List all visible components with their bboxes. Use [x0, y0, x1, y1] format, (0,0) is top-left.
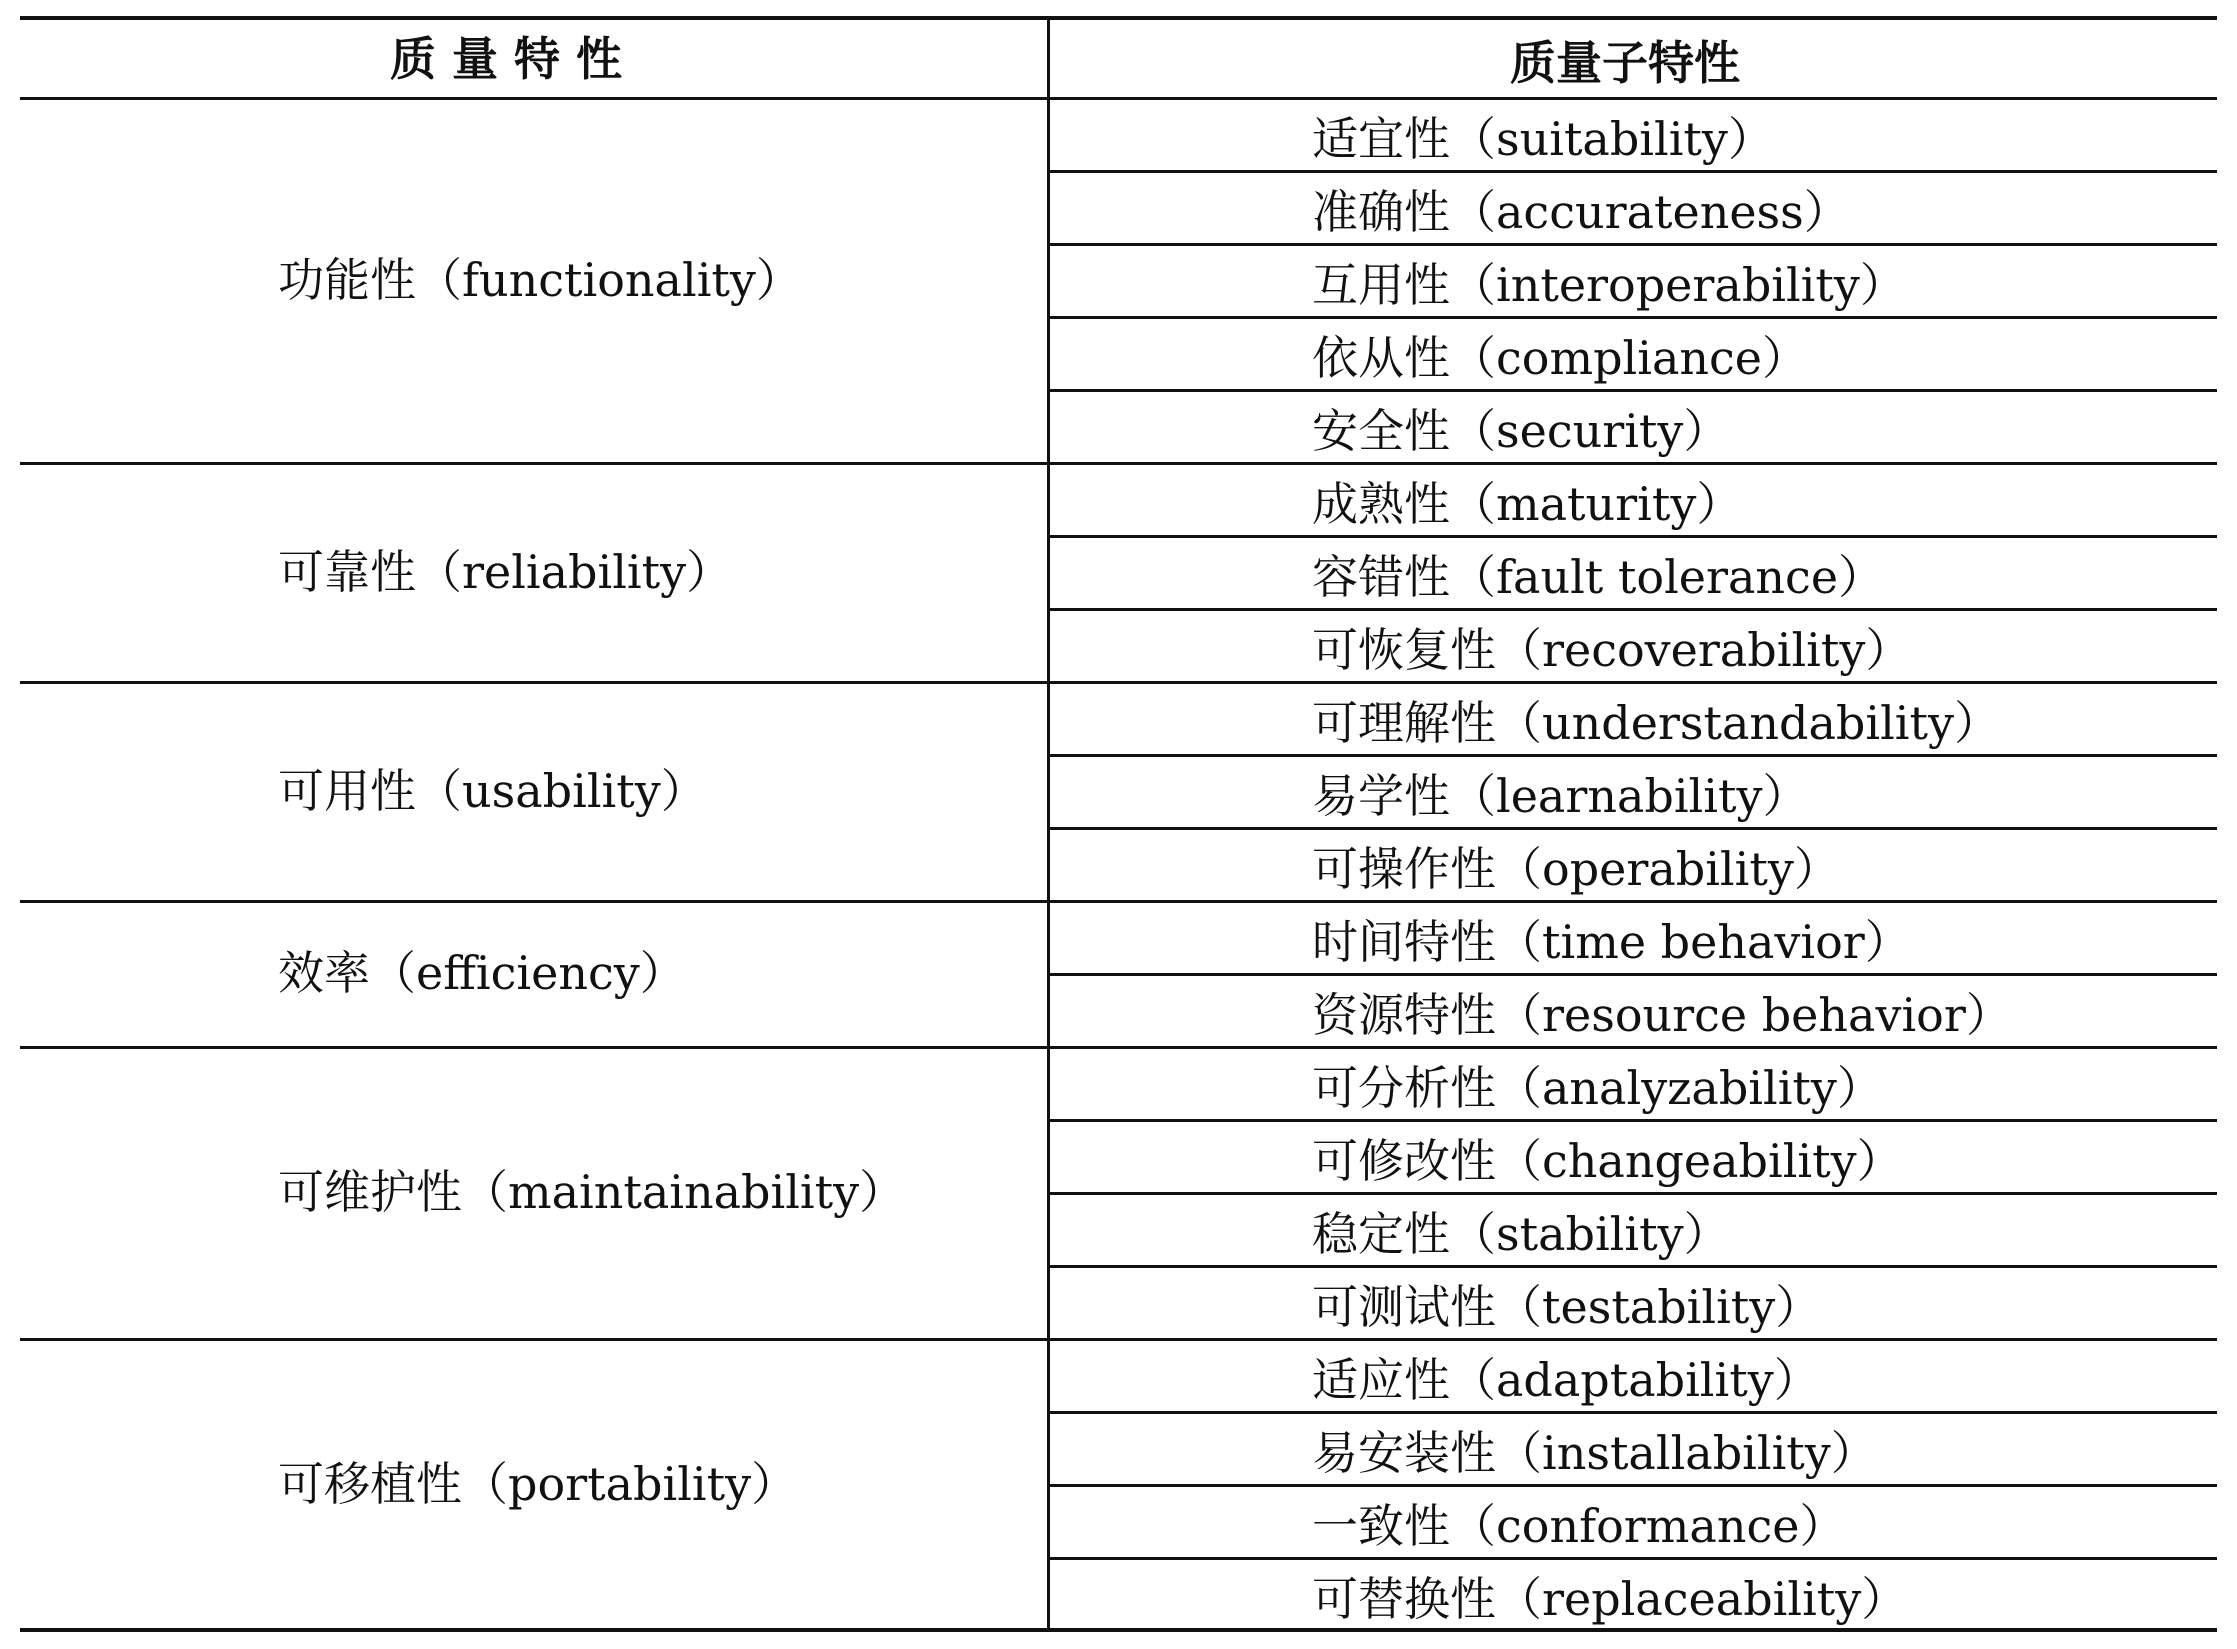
row-divider [1047, 608, 2217, 611]
characteristic-cell: 效率（efficiency） [278, 946, 686, 1000]
row-divider [1047, 1265, 2217, 1268]
subcharacteristic-cell: 易学性（learnability） [1312, 769, 1809, 823]
subcharacteristic-cell: 适宜性（suitability） [1312, 112, 1774, 166]
row-divider [1047, 827, 2217, 830]
table-top-rule [20, 16, 2217, 20]
subcharacteristic-cell: 准确性（accurateness） [1312, 185, 1850, 239]
subcharacteristic-cell: 时间特性（time behavior） [1312, 915, 1911, 969]
subcharacteristic-cell: 可替换性（replaceability） [1312, 1572, 1908, 1626]
characteristic-cell: 功能性（functionality） [278, 252, 802, 307]
subcharacteristic-cell: 可恢复性（recoverability） [1312, 623, 1912, 677]
subcharacteristic-cell: 安全性（security） [1312, 404, 1730, 458]
subcharacteristic-cell: 资源特性（resource behavior） [1312, 988, 2012, 1042]
characteristic-cell: 可维护性（maintainability） [278, 1165, 906, 1219]
subcharacteristic-cell: 可分析性（analyzability） [1312, 1061, 1883, 1115]
row-divider [1047, 170, 2217, 173]
subcharacteristic-cell: 依从性（compliance） [1312, 331, 1808, 385]
group-divider [20, 462, 2217, 465]
header-quality-characteristic: 质 量 特 性 [390, 32, 623, 86]
subcharacteristic-cell: 一致性（conformance） [1312, 1499, 1846, 1553]
row-divider [1047, 1192, 2217, 1195]
header-bottom-rule [20, 97, 2217, 100]
subcharacteristic-cell: 适应性（adaptability） [1312, 1353, 1820, 1407]
group-divider [20, 900, 2217, 903]
subcharacteristic-cell: 可测试性（testability） [1312, 1280, 1822, 1334]
characteristic-cell: 可靠性（reliability） [278, 544, 733, 599]
group-divider [20, 1338, 2217, 1341]
subcharacteristic-cell: 成熟性（maturity） [1312, 477, 1743, 531]
row-divider [1047, 754, 2217, 757]
subcharacteristic-cell: 可操作性（operability） [1312, 842, 1840, 896]
subcharacteristic-cell: 互用性（interoperability） [1312, 258, 1906, 312]
row-divider [1047, 316, 2217, 319]
row-divider [1047, 973, 2217, 976]
subcharacteristic-cell: 可理解性（understandability） [1312, 696, 2000, 750]
row-divider [1047, 1484, 2217, 1487]
subcharacteristic-cell: 可修改性（changeability） [1312, 1134, 1903, 1188]
row-divider [1047, 389, 2217, 392]
subcharacteristic-cell: 稳定性（stability） [1312, 1207, 1730, 1261]
row-divider [1047, 1411, 2217, 1414]
row-divider [1047, 1557, 2217, 1560]
column-divider [1047, 20, 1050, 1632]
characteristic-cell: 可用性（usability） [278, 763, 707, 818]
subcharacteristic-cell: 易安装性（installability） [1312, 1426, 1877, 1480]
row-divider [1047, 243, 2217, 246]
group-divider [20, 681, 2217, 684]
row-divider [1047, 535, 2217, 538]
row-divider [1047, 1119, 2217, 1122]
header-quality-subcharacteristic: 质量子特性 [1510, 36, 1740, 90]
subcharacteristic-cell: 容错性（fault tolerance） [1312, 550, 1885, 604]
table-bottom-rule [20, 1628, 2217, 1632]
characteristic-cell: 可移植性（portability） [278, 1457, 798, 1511]
group-divider [20, 1046, 2217, 1049]
